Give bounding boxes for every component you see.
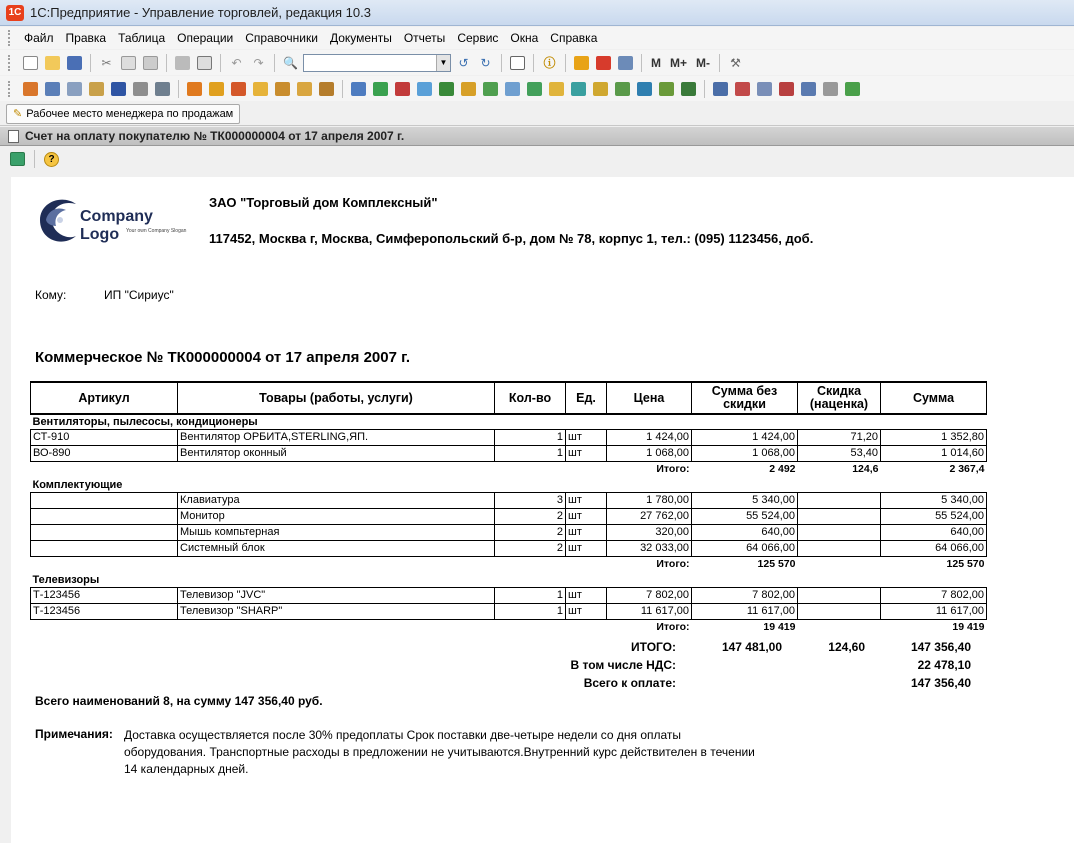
copy-icon[interactable] (119, 54, 138, 72)
cell-product: Вентилятор ОРБИТА,STERLING,ЯП. (178, 429, 495, 445)
cell-unit: шт (566, 492, 607, 508)
cell-sum: 640,00 (881, 524, 987, 540)
table-row (31, 492, 987, 508)
invoice-13-icon[interactable] (613, 80, 632, 98)
windows-icon[interactable] (508, 54, 527, 72)
invoice-4-icon[interactable] (415, 80, 434, 98)
cell-unit: шт (566, 587, 607, 603)
toolbar-grip[interactable] (8, 55, 12, 71)
cell-qty: 1 (495, 587, 566, 603)
cell-sum: 64 066,00 (881, 540, 987, 556)
cell-qty: 1 (495, 603, 566, 619)
cell-sum: 55 524,00 (881, 508, 987, 524)
table-row (31, 445, 987, 461)
cell-discount (798, 508, 881, 524)
cell-price: 11 617,00 (607, 603, 692, 619)
table-row (31, 524, 987, 540)
app-1c-icon: 1С (6, 5, 24, 21)
help-icon[interactable]: ? (42, 150, 61, 168)
group-name: Комплектующие (32, 478, 123, 491)
group-row (31, 414, 987, 429)
cell-qty: 1 (495, 429, 566, 445)
separator (220, 54, 221, 72)
subtotal-discount (798, 556, 881, 572)
invoice-3-icon[interactable] (393, 80, 412, 98)
total-discount: 124,60 (828, 640, 865, 654)
memory-button[interactable]: M (651, 55, 661, 70)
cell-qty: 2 (495, 524, 566, 540)
paste-icon[interactable] (141, 54, 160, 72)
invoice-9-icon[interactable] (525, 80, 544, 98)
cell-discount (798, 603, 881, 619)
print-icon[interactable] (173, 54, 192, 72)
group-name: Вентиляторы, пылесосы, кондиционеры (32, 416, 258, 429)
cell-product: Телевизор "JVC" (178, 587, 495, 603)
total-no-discount: 147 481,00 (721, 640, 782, 654)
invoice-15-icon[interactable] (657, 80, 676, 98)
cell-price: 1 068,00 (607, 445, 692, 461)
separator (501, 54, 502, 72)
cell-unit: шт (566, 445, 607, 461)
doc-list-icon[interactable] (43, 80, 62, 98)
separator (704, 80, 705, 98)
report-icon[interactable] (711, 80, 730, 98)
users-icon[interactable] (616, 54, 635, 72)
column-header: Кол-во (495, 382, 566, 414)
document-window-title: Счет на оплату покупателю № ТК000000004 от 17 апреля 2007 г. (25, 129, 405, 143)
menu-reports[interactable]: Отчеты (403, 31, 446, 45)
total-sum: 147 356,40 (910, 640, 971, 654)
email-icon[interactable] (8, 150, 27, 168)
cell-price: 27 762,00 (607, 508, 692, 524)
column-header: Сумма без скидки (692, 382, 798, 414)
menu-service[interactable]: Сервис (457, 31, 499, 45)
report-2-icon[interactable] (733, 80, 752, 98)
cell-discount: 53,40 (798, 445, 881, 461)
cell-unit: шт (566, 524, 607, 540)
items-table (30, 381, 987, 635)
menu-catalogs[interactable]: Справочники (245, 31, 318, 45)
menu-windows[interactable]: Окна (510, 31, 539, 45)
invoice-5-icon[interactable] (437, 80, 456, 98)
table-row (31, 603, 987, 619)
separator (166, 54, 167, 72)
invoice-16-icon[interactable] (679, 80, 698, 98)
items-body (31, 414, 987, 635)
cell-product: Монитор (178, 508, 495, 524)
separator (533, 54, 534, 72)
invoice-12-icon[interactable] (591, 80, 610, 98)
cut-icon[interactable]: ✂ (101, 55, 112, 70)
column-header: Артикул (31, 382, 178, 414)
cell-price: 1 424,00 (607, 429, 692, 445)
table-row (31, 508, 987, 524)
report-4-icon[interactable] (777, 80, 796, 98)
menu-file[interactable]: Файл (24, 31, 54, 45)
cell-qty: 2 (495, 508, 566, 524)
cell-discount (798, 524, 881, 540)
subtotal-sum: 125 570 (946, 558, 985, 571)
column-header: Сумма (881, 382, 987, 414)
cell-sum: 5 340,00 (881, 492, 987, 508)
table-row (31, 587, 987, 603)
subtotal-discount (798, 619, 881, 635)
menu-documents[interactable]: Документы (329, 31, 392, 45)
cell-unit: шт (566, 429, 607, 445)
cell-article: Т-123456 (31, 603, 178, 619)
cell-product: Вентилятор оконный (178, 445, 495, 461)
order-4-icon[interactable] (251, 80, 270, 98)
tab-sales-manager-workplace[interactable] (6, 104, 240, 124)
notes-text: Доставка осуществляется после 30% предоплаты Срок поставки две-четыре недели со дня оплаты оборудования. Транспортные расходы в предложении не учитываются.Внутренний курс действителен в течении 14 календарных дней. (124, 728, 755, 776)
cell-qty: 2 (495, 540, 566, 556)
report-7-icon[interactable] (843, 80, 862, 98)
cell-sum: 1 014,60 (881, 445, 987, 461)
pay-label: Всего к оплате: (583, 676, 676, 690)
subtotal-row (31, 556, 987, 572)
find-prev-icon[interactable]: ↻ (480, 55, 491, 70)
separator (178, 80, 179, 98)
report-3-icon[interactable] (755, 80, 774, 98)
company-logo (32, 190, 192, 250)
cell-product: Системный блок (178, 540, 495, 556)
subtotal-sum-no-discount: 125 570 (757, 558, 796, 571)
column-header: Цена (607, 382, 692, 414)
invoice-7-icon[interactable] (481, 80, 500, 98)
logo-text: Company Logo (80, 208, 153, 243)
order-6-icon[interactable] (295, 80, 314, 98)
cell-discount: 71,20 (798, 429, 881, 445)
cell-sum: 11 617,00 (881, 603, 987, 619)
separator (274, 54, 275, 72)
separator (34, 150, 35, 168)
column-header: Товары (работы, услуги) (178, 382, 495, 414)
panel-bar (0, 102, 1074, 126)
recipient-label: Кому: (35, 288, 67, 302)
subtotal-row (31, 619, 987, 635)
subtotal-label: Итого: (656, 621, 690, 634)
calculator-doc-icon[interactable] (131, 80, 150, 98)
subtotal-discount: 124,6 (852, 463, 879, 476)
order-7-icon[interactable] (317, 80, 336, 98)
recipient-value: ИП "Сириус" (104, 288, 174, 302)
window-title: 1С:Предприятие - Управление торговлей, редакция 10.3 (30, 5, 371, 20)
cell-qty: 3 (495, 492, 566, 508)
report-6-icon[interactable] (821, 80, 840, 98)
cell-article (31, 540, 178, 556)
redo-icon[interactable]: ↷ (253, 55, 264, 70)
cell-sum-no-discount: 55 524,00 (692, 508, 798, 524)
memory-plus-button[interactable]: M+ (670, 55, 688, 70)
doc-journal-icon[interactable] (21, 80, 40, 98)
tab-label: Рабочее место менеджера по продажам (26, 107, 234, 120)
cell-discount (798, 587, 881, 603)
documents-toolbar (0, 76, 1074, 101)
chevron-down-icon[interactable]: ▼ (436, 55, 450, 71)
info-icon[interactable]: ⓘ (543, 56, 556, 70)
toolbar-grip[interactable] (8, 81, 12, 97)
find-next-icon[interactable]: ↺ (458, 55, 469, 70)
invoice-8-icon[interactable] (503, 80, 522, 98)
calculator-icon[interactable] (572, 54, 591, 72)
cell-price: 7 802,00 (607, 587, 692, 603)
cell-product: Мышь компьтерная (178, 524, 495, 540)
group-row (31, 572, 987, 587)
subtotal-spacer (31, 556, 607, 572)
invoice-14-icon[interactable] (635, 80, 654, 98)
cell-unit: шт (566, 540, 607, 556)
standard-toolbar (0, 50, 1074, 75)
subtotal-sum: 19 419 (952, 621, 985, 634)
order-2-icon[interactable] (207, 80, 226, 98)
company-address: 117452, Москва г, Москва, Симферопольский б-р, дом № 78, корпус 1, тел.: (095) 1123456, доб. (209, 231, 814, 246)
cell-article (31, 492, 178, 508)
cell-article: Т-123456 (31, 587, 178, 603)
toolbar-grip[interactable] (8, 30, 12, 46)
order-5-icon[interactable] (273, 80, 292, 98)
cell-sum-no-discount: 640,00 (692, 524, 798, 540)
column-header: Ед. (566, 382, 607, 414)
document-icon (8, 130, 19, 143)
menu-help[interactable]: Справка (550, 31, 598, 45)
cell-price: 320,00 (607, 524, 692, 540)
table-row (31, 540, 987, 556)
open-folder-icon[interactable] (43, 54, 62, 72)
summary-text: Всего наименований 8, на сумму 147 356,40 руб. (35, 694, 323, 708)
logo-slogan: Your own Company Slogan (126, 228, 187, 234)
vat-value: 22 478,10 (917, 658, 971, 672)
cell-sum: 7 802,00 (881, 587, 987, 603)
order-icon[interactable] (185, 80, 204, 98)
document-sheet (11, 177, 1074, 843)
calendar-icon[interactable] (594, 54, 613, 72)
memory-minus-button[interactable]: M- (696, 55, 711, 70)
cell-product: Телевизор "SHARP" (178, 603, 495, 619)
edit-doc-icon[interactable] (153, 80, 172, 98)
separator (719, 54, 720, 72)
cell-product: Клавиатура (178, 492, 495, 508)
contractors-icon[interactable] (109, 80, 128, 98)
separator (565, 54, 566, 72)
subtotal-label: Итого: (656, 558, 690, 571)
cell-unit: шт (566, 603, 607, 619)
cell-discount (798, 492, 881, 508)
cell-price: 32 033,00 (607, 540, 692, 556)
pay-value: 147 356,40 (910, 676, 971, 690)
notes-label: Примечания: (35, 727, 113, 741)
menu-table[interactable]: Таблица (118, 31, 166, 45)
search-input[interactable] (303, 54, 451, 72)
subtotal-spacer (31, 461, 607, 477)
order-3-icon[interactable] (229, 80, 248, 98)
document-title: Коммерческое № ТК000000004 от 17 апреля 2007 г. (35, 349, 411, 366)
search-icon[interactable]: 🔍 (283, 55, 298, 70)
subtotal-sum-no-discount: 2 492 (769, 463, 796, 476)
cell-sum-no-discount: 5 340,00 (692, 492, 798, 508)
invoice-2-icon[interactable] (371, 80, 390, 98)
cell-article: ВО-890 (31, 445, 178, 461)
print-preview-icon[interactable] (195, 54, 214, 72)
report-5-icon[interactable] (799, 80, 818, 98)
doc-register-icon[interactable] (87, 80, 106, 98)
document-toolbar (0, 147, 1074, 171)
group-row (31, 477, 987, 492)
cell-article (31, 508, 178, 524)
menu-bar (0, 27, 1074, 49)
separator (641, 54, 642, 72)
menu-operations[interactable]: Операции (177, 31, 234, 45)
table-header-row (31, 382, 987, 414)
cell-sum-no-discount: 11 617,00 (692, 603, 798, 619)
title-bar (0, 0, 1074, 26)
doc-print-icon[interactable] (65, 80, 84, 98)
cell-sum-no-discount: 7 802,00 (692, 587, 798, 603)
subtotal-sum-no-discount: 19 419 (763, 621, 796, 634)
vat-label: В том числе НДС: (570, 658, 676, 672)
invoice-11-icon[interactable] (569, 80, 588, 98)
cell-article: СТ-910 (31, 429, 178, 445)
subtotal-label: Итого: (656, 463, 690, 476)
column-header: Скидка (наценка) (798, 382, 881, 414)
cell-qty: 1 (495, 445, 566, 461)
cell-unit: шт (566, 508, 607, 524)
cell-price: 1 780,00 (607, 492, 692, 508)
save-icon[interactable] (65, 54, 84, 72)
group-name: Телевизоры (32, 573, 100, 586)
pencil-icon: ✎ (13, 108, 23, 120)
undo-icon[interactable]: ↶ (231, 55, 242, 70)
cell-article (31, 524, 178, 540)
cell-sum-no-discount: 1 068,00 (692, 445, 798, 461)
table-row (31, 429, 987, 445)
cell-sum: 1 352,80 (881, 429, 987, 445)
subtotal-sum: 2 367,4 (949, 463, 985, 476)
cell-sum-no-discount: 1 424,00 (692, 429, 798, 445)
logo-swirl-icon (32, 190, 82, 250)
new-document-icon[interactable] (21, 54, 40, 72)
company-name: ЗАО "Торговый дом Комплексный" (209, 195, 438, 210)
cell-discount (798, 540, 881, 556)
invoice-6-icon[interactable] (459, 80, 478, 98)
cell-sum-no-discount: 64 066,00 (692, 540, 798, 556)
separator (342, 80, 343, 98)
invoice-icon[interactable] (349, 80, 368, 98)
subtotal-row (31, 461, 987, 477)
tools-icon[interactable]: ⚒ (730, 55, 741, 70)
subtotal-spacer (31, 619, 607, 635)
menu-edit[interactable]: Правка (65, 31, 107, 45)
invoice-10-icon[interactable] (547, 80, 566, 98)
total-label: ИТОГО: (631, 640, 676, 654)
separator (90, 54, 91, 72)
totals-block (11, 640, 1074, 700)
document-window-header (0, 127, 1074, 146)
